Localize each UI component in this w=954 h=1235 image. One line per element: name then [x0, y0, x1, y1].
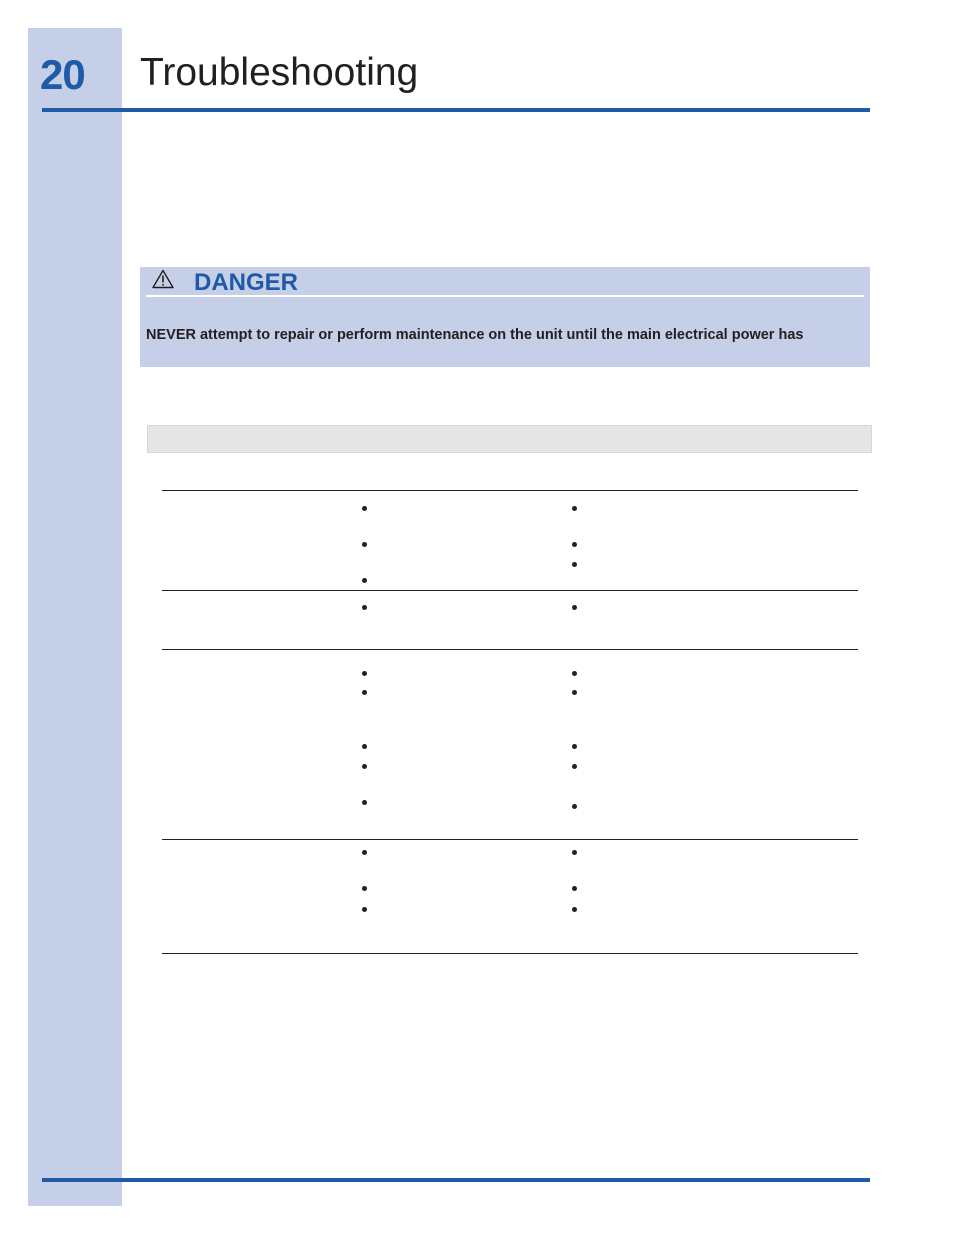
cause-bullet [362, 764, 367, 769]
cause-bullet [362, 744, 367, 749]
solution-bullet [572, 562, 577, 567]
solution-bullet [572, 671, 577, 676]
solution-bullet [572, 886, 577, 891]
cause-bullet [362, 671, 367, 676]
cause-bullet [362, 907, 367, 912]
solution-bullet [572, 690, 577, 695]
solution-bullet [572, 907, 577, 912]
table-header-band [147, 425, 872, 453]
warning-triangle-icon [152, 269, 174, 289]
troubleshooting-table [162, 490, 858, 954]
danger-text: NEVER attempt to repair or perform maintenance on the unit until the main electrical power has [146, 327, 804, 343]
solution-bullet [572, 605, 577, 610]
solution-bullet [572, 506, 577, 511]
solution-bullet [572, 744, 577, 749]
page-title: Troubleshooting [140, 51, 419, 94]
table-row [162, 490, 858, 590]
table-row [162, 590, 858, 649]
solution-bullet [572, 542, 577, 547]
solution-bullet [572, 850, 577, 855]
table-row [162, 649, 858, 839]
solution-bullet [572, 804, 577, 809]
danger-box [140, 267, 870, 367]
page-number: 20 [40, 51, 85, 98]
cause-bullet [362, 578, 367, 583]
cause-bullet [362, 605, 367, 610]
cause-bullet [362, 690, 367, 695]
cause-bullet [362, 800, 367, 805]
cause-bullet [362, 542, 367, 547]
header-rule [42, 108, 870, 112]
danger-header [146, 267, 864, 297]
side-bar [28, 28, 122, 1206]
footer-rule [42, 1178, 870, 1182]
cause-bullet [362, 886, 367, 891]
cause-bullet [362, 506, 367, 511]
table-row [162, 839, 858, 954]
cause-bullet [362, 850, 367, 855]
danger-title: DANGER [194, 269, 299, 296]
solution-bullet [572, 764, 577, 769]
